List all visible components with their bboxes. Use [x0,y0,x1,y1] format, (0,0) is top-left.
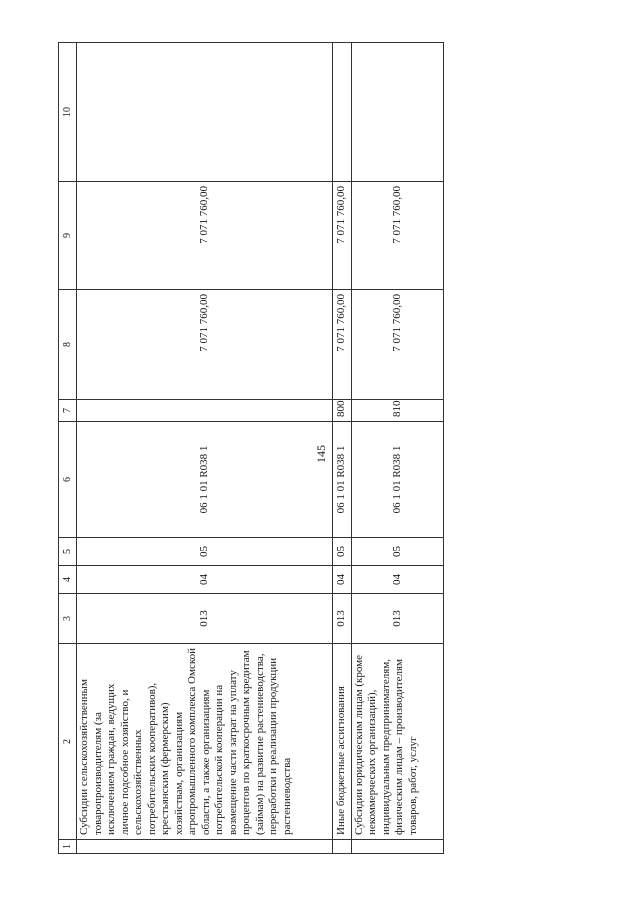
column-header: 5 [59,538,77,566]
table-cell: 06 1 01 R038 1 [351,422,443,538]
column-header: 1 [59,840,77,854]
column-header: 4 [59,566,77,594]
table-cell: 04 [77,566,333,594]
table-row [77,43,333,854]
table-cell [351,43,443,182]
table-cell [77,400,333,422]
budget-table-sheet [58,43,444,854]
amount-cell: 7 071 760,00 [77,290,333,400]
amount-cell: 7 071 760,00 [351,182,443,290]
amount-cell: 7 071 760,00 [333,290,351,400]
column-header: 7 [59,400,77,422]
table-row [351,43,443,854]
table-cell: 04 [333,566,351,594]
amount-cell: 7 071 760,00 [77,182,333,290]
amount-cell: 7 071 760,00 [351,290,443,400]
amount-cell: 7 071 760,00 [333,182,351,290]
table-cell: 05 [351,538,443,566]
table-cell: 013 [351,594,443,644]
table-row [333,43,351,854]
table-cell [77,840,333,854]
column-header: 8 [59,290,77,400]
column-header: 10 [59,43,77,182]
table-cell: 810 [351,400,443,422]
budget-table [58,42,444,854]
page-number: 145 [314,445,328,463]
table-cell [351,840,443,854]
column-header: 2 [59,644,77,840]
expense-description: Субсидии юридическим лицам (кроме некоммерческих организаций), индивидуальным предпринимателям, физическим лицам – производителям товаров, работ, услуг [351,644,443,840]
table-cell: 013 [333,594,351,644]
table-cell: 05 [333,538,351,566]
expense-description: Субсидии сельскохозяйственным товаропроизводителям (за исключением граждан, ведущих личное подсобное хозяйство, и сельскохозяйственных потребительских кооперативов), крестьянским (фермерским) хозяйствам, организациям агропромышленного комплекса Омской области, а также организациям потребительской кооперации на возмещение части затрат на уплату процентов по краткосрочным кредитам (займам) на развитие растениеводства, переработки и реализации продукции растениеводства [77,644,333,840]
expense-description: Иные бюджетные ассигнования [333,644,351,840]
column-header: 6 [59,422,77,538]
table-cell: 800 [333,400,351,422]
table-cell: 06 1 01 R038 1 [333,422,351,538]
table-cell [333,840,351,854]
table-cell: 013 [77,594,333,644]
table-cell: 05 [77,538,333,566]
table-cell: 06 1 01 R038 1 [77,422,333,538]
table-cell [333,43,351,182]
table-cell: 04 [351,566,443,594]
table-cell [77,43,333,182]
table-header-row [59,43,77,854]
column-header: 3 [59,594,77,644]
column-header: 9 [59,182,77,290]
